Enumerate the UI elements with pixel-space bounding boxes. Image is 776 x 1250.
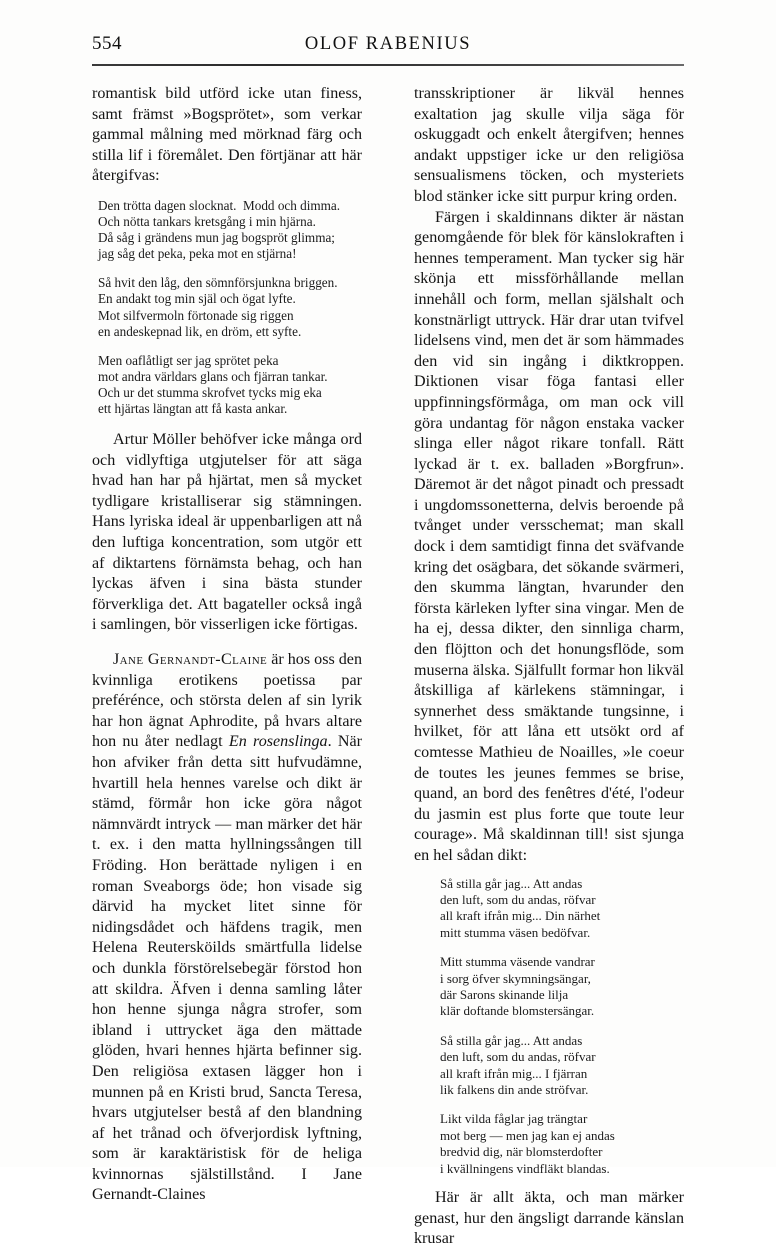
verse-line: den luft, som du andas, röfvar (440, 1049, 596, 1065)
paragraph-jane-gernandt-claine (92, 650, 362, 1206)
verse-line: Mitt stumma väsende vandrar (440, 954, 595, 970)
page-number: 554 (92, 33, 122, 54)
paragraph-romantisk-bild: romantisk bild utförd icke utan finess, samt främst »Bogsprötet», som verkar gammal målning med mörknad färg och stilla lif i föremålet. Den förtjänar att här återgifvas: (92, 85, 362, 185)
stanza (440, 1033, 684, 1099)
verse-line: bredvid dig, när blomsterdofter (440, 1144, 603, 1160)
verse-line: där Sarons skinande lilja (440, 987, 569, 1002)
verse-line: Och ur det stumma skrofvet tycks mig eka (98, 384, 322, 400)
paragraph-text-b: . När hon afviker från detta sitt hufvudämne, hvartill hela hennes varelse och dikt är stämd, förmår hon icke göra något nämnvärdt intryck — man märker det här t. ex. i den matta hyllningssången till Fröding. Hon berättade nyligen i en roman Sveaborgs öde; hon visade sig därvid ha mycket litet sinne för nidingsdådet och häfdens tragik, men Helena Reutersköilds smärtfulla lidelse och dunkla förstörelsebegär förstod hon att skildra. Äfven i denna samling låter hon henne sjunga några strofer, som ibland i uttrycket äga den mättade glöden, hvari hennes hjärta befinner sig. Den religiösa extasen lägger hon i munnen på en Kristi brud, Sancta Teresa, hvars utgjutelser bestå af den blandning af het trånad och öfverjordisk lyftning, som är karaktäristisk för de heliga kvinnornas själstillstånd. I Jane Gernandt-Claines (92, 733, 362, 1204)
verse-line: den luft, som du andas, röfvar (440, 891, 596, 907)
verse-line: jag såg det peka, peka mot en stjärna! (98, 246, 297, 262)
paragraph-text-a: är hos oss den kvinnliga erotikens poetissa par preférénce, och största delen af sin lyrik har hon ägnat Aphrodite, på hvars altare hon nu åter nedlagt (92, 651, 362, 751)
stanza (440, 876, 684, 942)
verse-line: Då såg i grändens mun jag bogspröt glimma; (98, 230, 335, 246)
two-column-body (92, 84, 684, 1248)
verse-line: mitt stumma väsen bedöfvar. (440, 924, 591, 940)
verse-line: all kraft ifrån mig... Din närhet (440, 908, 601, 924)
stanza (98, 198, 362, 262)
stanza (440, 954, 684, 1020)
verse-line: mot berg — men jag kan ej andas (440, 1127, 615, 1143)
left-column (92, 84, 362, 1206)
verse-line: mot andra världars glans och fjärran tankar. (98, 368, 328, 384)
verse-line: Likt vilda fåglar jag trängtar (440, 1111, 588, 1127)
running-head (92, 33, 684, 59)
stanza (98, 275, 362, 339)
verse-line: all kraft ifrån mig... I fjärran (440, 1065, 588, 1081)
verse-line: Så hvit den låg, den sömnförsjunkna briggen. (98, 275, 338, 291)
verse-line: lik falkens din ande ströfvar. (440, 1082, 589, 1098)
right-column (414, 84, 684, 1250)
running-head-title: OLOF RABENIUS (304, 34, 472, 54)
verse-block-bogsprotet (92, 198, 362, 417)
header-rule (92, 64, 684, 66)
verse-line: Så stilla går jag... Att andas (440, 1032, 583, 1048)
verse-line: Men oaflåtligt ser jag sprötet peka (98, 352, 279, 368)
verse-line: ett hjärtas längtan att få kasta ankar. (98, 401, 288, 416)
verse-line: En andakt tog min själ och ögat lyfte. (98, 291, 296, 307)
verse-line: Den trötta dagen slocknat. Modd och dimma. (98, 197, 341, 213)
verse-line: Mot silfvermoln förtonade sig riggen (98, 307, 294, 323)
verse-line: klär doftande blomstersängar. (440, 1003, 595, 1019)
book-title-italic: En rosenslinga (228, 733, 328, 751)
stanza (440, 1111, 684, 1177)
verse-line: i sorg öfver skymningsängar, (440, 970, 591, 986)
verse-line: i kvällningens vindfläkt blandas. (440, 1160, 610, 1176)
stanza (98, 353, 362, 417)
verse-line: en andeskepnad lik, en dröm, ett syfte. (98, 323, 302, 339)
author-name-smallcaps: Jane Gernandt-Claine (113, 651, 268, 669)
paragraph-har-ar-allt-akta: Här är allt äkta, och man märker genast, hur den ängsligt darrande känslan krusar (414, 1189, 684, 1248)
verse-line: Och nötta tankars kretsgång i min hjärna. (98, 214, 316, 230)
paragraph-artur-moller: Artur Möller behöfver icke många ord och vidlyftiga utgjutelser för att säga hvad han har på hjärtat, men så mycket tydligare kristalliserar sig stämningen. Hans lyriska ideal är uppenbarligen att nå den luftiga koncentration, som utgör ett af diktartens förnämsta behag, och han lyckas äfven i sina bästa stunder förverkliga det. Att bagateller också ingå i samlingen, bör visserligen icke förtigas. (92, 431, 362, 634)
paragraph-transskriptioner: transskriptioner är likväl hennes exaltation jag skulle vilja säga för oskuggadt och enkelt återgifven; hennes andakt uppstiger icke ur den religiösa sensualismens töcken, och mysteriets blod stänker icke sitt purpur kring orden. (414, 85, 684, 205)
verse-line: Så stilla går jag... Att andas (440, 875, 583, 891)
verse-block-sa-stilla (414, 876, 684, 1178)
paragraph-fargen: Färgen i skaldinnans dikter är nästan genomgående för blek för känslokraften i hennes temperament. Man tycker sig här skönja ett missförhållande mellan innehåll och form, mellan själshalt och konstnärligt uttryck. Här drar utan tvifvel lidelsens vind, men det är som hämmades den vid sin ingång i diktkroppen. Diktionen visar föga fantasi eller uppfinningsförmåga, om man ock vill göra undantag för någon enstaka vacker slinga eller något rikare tonfall. Rätt lyckad är t. ex. balladen »Borgfrun». Däremot är det något pinadt och pressadt i ungdomssonetterna, delvis beroende på tvånget under versschemat; man skall dock i dem samtidigt finna det sväfvande kring det osägbara, det sökande svärmeri, den skumma längtan, hvarunder den första kärleken lyfter sina vingar. Men de ha ej, dessa dikter, den sinnliga charm, den flöjtton och det honungsflöde, som muserna älska. Själfullt formar hon likväl åtskilliga af kärlekens stämningar, i synnerhet dess smäktande tungsinne, i hvilket, för att låna ett utsökt ord af comtesse Mathieu de Noailles, »le coeur de toutes les jeunes femmes se brise, quand, an bord des fenêtres d'été, l'odeur du jasmin est plus forte que toute leur courage». Må skaldinnan till! sist sjunga en hel sådan dikt: (414, 208, 684, 864)
